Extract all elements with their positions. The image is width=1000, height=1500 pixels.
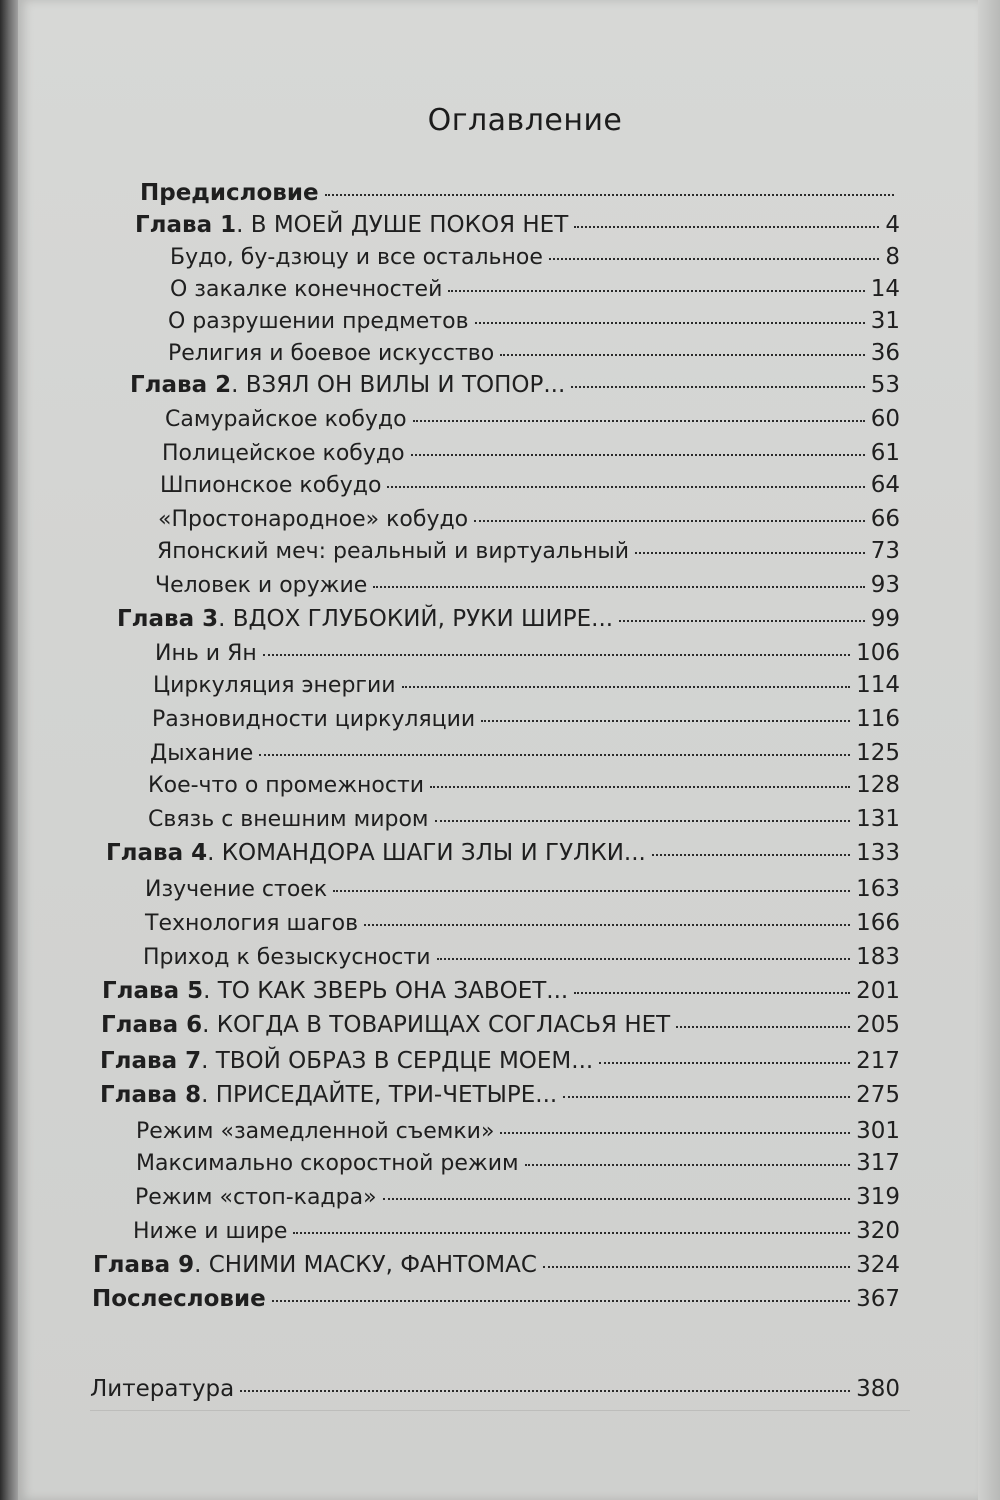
toc-entry-title: О разрушении предметов [168, 309, 469, 334]
dot-leader [599, 1062, 850, 1064]
dot-leader [500, 354, 865, 356]
dot-leader [402, 686, 851, 688]
toc-entry-title: Дыхание [150, 741, 254, 766]
toc-page-number: 324 [856, 1252, 900, 1278]
toc-page-number: 183 [856, 944, 900, 970]
toc-page-number: 217 [856, 1048, 900, 1074]
toc-entry-label [135, 1185, 377, 1210]
toc-entry-number: Глава 9 [93, 1252, 195, 1278]
toc-section-entry [168, 340, 900, 372]
dot-leader [293, 1232, 850, 1234]
toc-page-number: 319 [856, 1184, 900, 1210]
toc-entry-label [150, 741, 253, 766]
dot-leader [525, 1164, 850, 1166]
toc-section-entry [160, 472, 900, 504]
dot-leader [263, 654, 850, 656]
toc-entry-label [93, 1252, 537, 1278]
toc-entry-label [145, 877, 327, 902]
toc-page-number: 99 [870, 606, 900, 632]
dot-leader [549, 258, 880, 260]
toc-page-number: 4 [885, 212, 900, 238]
toc-section-entry [148, 806, 900, 838]
toc-page-number: 66 [870, 506, 900, 532]
toc-entry-title: . СНИМИ МАСКУ, ФАНТОМАС [194, 1252, 537, 1278]
toc-page-number: 275 [856, 1082, 900, 1108]
toc-chapter-entry [93, 1252, 900, 1284]
toc-entry-number: Предисловие [140, 180, 319, 206]
dot-leader [411, 454, 865, 456]
toc-page-number: 128 [856, 772, 900, 798]
toc-page-number: 205 [856, 1012, 900, 1038]
toc-chapter-entry [106, 840, 900, 872]
toc-entry-number: Глава 8 [100, 1082, 202, 1108]
toc-entry-label [92, 1286, 266, 1312]
toc-entry-label [170, 277, 442, 302]
dot-leader [259, 754, 850, 756]
toc-page-number: 131 [856, 806, 900, 832]
toc-entry-title: Режим «замедленной съемки» [136, 1119, 495, 1144]
toc-section-entry [152, 706, 900, 738]
toc-section-entry [133, 1218, 900, 1250]
toc-entry-title: Ниже и шире [133, 1219, 288, 1244]
dot-leader [373, 586, 864, 588]
dot-leader [571, 386, 864, 388]
toc-entry-label [168, 341, 494, 366]
toc-section-entry [148, 772, 900, 804]
toc-page-number: 301 [856, 1118, 900, 1144]
toc-page-number: 36 [870, 340, 900, 366]
toc-page-number: 116 [856, 706, 900, 732]
toc-page-number: 60 [870, 406, 900, 432]
toc-chapter-entry [100, 1048, 900, 1080]
dot-leader [437, 958, 851, 960]
toc-entry-title: . ВДОХ ГЛУБОКИЙ, РУКИ ШИРЕ... [218, 606, 614, 632]
toc-entry-label [152, 707, 475, 732]
toc-entry-label [148, 773, 424, 798]
toc-section-entry [155, 640, 900, 672]
toc-entry-label [148, 807, 429, 832]
toc-entry-number: Послесловие [92, 1286, 266, 1312]
toc-entry-label [136, 1151, 519, 1176]
toc-entry-label [155, 641, 257, 666]
toc-entry-title: Литература [90, 1376, 235, 1402]
dot-leader [676, 1026, 850, 1028]
dot-leader [325, 194, 894, 196]
toc-entry-label [160, 473, 381, 498]
toc-entry-title: Инь и Ян [155, 641, 257, 666]
toc-entry-label [101, 1012, 670, 1038]
toc-entry-title: Режим «стоп-кадра» [135, 1185, 377, 1210]
toc-entry-title: . КОМАНДОРА ШАГИ ЗЛЫ И ГУЛКИ... [207, 840, 646, 866]
toc-entry-label [140, 180, 319, 206]
toc-entry-label [106, 840, 646, 866]
dot-leader [481, 720, 850, 722]
toc-entry-title: . ТО КАК ЗВЕРЬ ОНА ЗАВОЕТ... [203, 978, 569, 1004]
toc-chapter-entry [130, 372, 900, 404]
toc-entry-number: Глава 2 [130, 372, 232, 398]
toc-page-number: 106 [856, 640, 900, 666]
toc-chapter-entry [92, 1286, 900, 1318]
toc-section-entry [136, 1150, 900, 1182]
dot-leader [448, 290, 864, 292]
toc-section-entry [153, 672, 900, 704]
toc-page-number: 8 [885, 244, 900, 270]
toc-page-number: 93 [870, 572, 900, 598]
toc-entry-title: Шпионское кобудо [160, 473, 382, 498]
dot-leader [619, 620, 865, 622]
toc-entry-label [165, 407, 407, 432]
toc-entry-title: Японский меч: реальный и виртуальный [157, 539, 629, 564]
toc-chapter-entry [140, 180, 900, 212]
toc-entry-title: Изучение стоек [145, 877, 328, 902]
toc-entry-title: Самурайское кобудо [165, 407, 407, 432]
dot-leader [635, 552, 865, 554]
toc-entry-title: Полицейское кобудо [162, 441, 405, 466]
toc-entry-title: . ВЗЯЛ ОН ВИЛЫ И ТОПОР... [231, 372, 566, 398]
toc-entry-number: Глава 3 [117, 606, 219, 632]
toc-entry-label [133, 1219, 287, 1244]
toc-section-entry [155, 572, 900, 604]
toc-entry-label [158, 507, 468, 532]
dot-leader [475, 322, 865, 324]
dot-leader [413, 420, 865, 422]
toc-entry-label [102, 978, 568, 1004]
toc-entry-label [155, 573, 367, 598]
dot-leader [333, 890, 850, 892]
toc-chapter-entry [100, 1082, 900, 1114]
dot-leader [574, 992, 850, 994]
dot-leader [652, 854, 850, 856]
toc-chapter-entry [117, 606, 900, 638]
toc-entry-title: Будо, бу-дзюцу и все остальное [170, 245, 543, 270]
toc-chapter-entry [90, 1376, 900, 1408]
toc-entry-number: Глава 7 [100, 1048, 202, 1074]
dot-leader [364, 924, 850, 926]
toc-section-entry [145, 876, 900, 908]
toc-entry-title: Максимально скоростной режим [136, 1151, 519, 1176]
toc-chapter-entry [135, 212, 900, 244]
toc-entry-label [136, 1119, 494, 1144]
toc-chapter-entry [102, 978, 900, 1010]
toc-entry-title: . ПРИСЕДАЙТЕ, ТРИ-ЧЕТЫРЕ... [201, 1082, 558, 1108]
toc-section-entry [170, 244, 900, 276]
dot-leader [240, 1390, 850, 1392]
toc-entry-title: . ТВОЙ ОБРАЗ В СЕРДЦЕ МОЕМ... [201, 1048, 594, 1074]
toc-page-number: 133 [856, 840, 900, 866]
toc-entry-label [90, 1376, 234, 1402]
toc-page-number: 64 [870, 472, 900, 498]
toc-section-entry [136, 1118, 900, 1150]
toc-section-entry [165, 406, 900, 438]
toc-page-number: 31 [870, 308, 900, 334]
toc-page-number: 114 [856, 672, 900, 698]
toc-entry-title: . КОГДА В ТОВАРИЩАХ СОГЛАСЬЯ НЕТ [202, 1012, 671, 1038]
toc-entry-label [170, 245, 543, 270]
dot-leader [474, 520, 865, 522]
toc-chapter-entry [101, 1012, 900, 1044]
toc-entry-title: Человек и оружие [155, 573, 368, 598]
toc-entry-label [162, 441, 405, 466]
toc-entry-number: Глава 1 [135, 212, 237, 238]
toc-page-number: 61 [870, 440, 900, 466]
toc-entry-label [145, 911, 358, 936]
toc-entry-label [143, 945, 431, 970]
dot-leader [563, 1096, 850, 1098]
toc-section-entry [145, 910, 900, 942]
toc-page-number: 73 [870, 538, 900, 564]
toc-entry-label [153, 673, 396, 698]
toc-page-number: 367 [856, 1286, 900, 1312]
toc-entry-title: Связь с внешним миром [148, 807, 429, 832]
toc-page-number: 201 [856, 978, 900, 1004]
toc-page-number: 166 [856, 910, 900, 936]
toc-section-entry [150, 740, 900, 772]
dot-leader [500, 1132, 850, 1134]
toc-entry-title: Кое-что о промежности [148, 773, 425, 798]
toc-entry-label [135, 212, 568, 238]
toc-section-entry [170, 276, 900, 308]
dot-leader [387, 486, 864, 488]
toc-entry-title: О закалке конечностей [170, 277, 443, 302]
toc-page-number: 125 [856, 740, 900, 766]
dot-leader [435, 820, 851, 822]
toc-page-number: 163 [856, 876, 900, 902]
toc-entry-label [130, 372, 565, 398]
dot-leader [430, 786, 850, 788]
toc-page-number: 380 [856, 1376, 900, 1402]
toc-entry-title: Приход к безыскусности [143, 945, 431, 970]
toc-page-number: 320 [856, 1218, 900, 1244]
toc-section-entry [168, 308, 900, 340]
toc-section-entry [143, 944, 900, 976]
dot-leader [383, 1198, 851, 1200]
toc-entry-title: Циркуляция энергии [153, 673, 396, 698]
toc-page-number: 317 [856, 1150, 900, 1176]
toc-entry-title: Разновидности циркуляции [152, 707, 476, 732]
toc-page-number: 53 [870, 372, 900, 398]
next-page-edge [978, 0, 1000, 1500]
toc-section-entry [162, 440, 900, 472]
toc-entry-label [117, 606, 613, 632]
toc-page-number: 14 [870, 276, 900, 302]
toc-section-entry [135, 1184, 900, 1216]
toc-entry-number: Глава 6 [101, 1012, 203, 1038]
toc-entry-title: Технология шагов [145, 911, 359, 936]
toc-section-entry [158, 506, 900, 538]
toc-entry-label [100, 1048, 593, 1074]
toc-entry-number: Глава 5 [102, 978, 204, 1004]
dot-leader [272, 1300, 850, 1302]
toc-section-entry [157, 538, 900, 570]
toc-entry-title: . В МОЕЙ ДУШЕ ПОКОЯ НЕТ [236, 212, 569, 238]
toc-entry-title: «Простонародное» кобудо [158, 507, 469, 532]
toc-entry-title: Религия и боевое искусство [168, 341, 495, 366]
dot-leader [543, 1266, 850, 1268]
toc-entry-number: Глава 4 [106, 840, 208, 866]
page-title: Оглавление [427, 103, 623, 138]
toc-entry-label [168, 309, 469, 334]
footer-rule [90, 1410, 910, 1411]
toc-entry-label [157, 539, 629, 564]
toc-entry-label [100, 1082, 557, 1108]
dot-leader [574, 226, 879, 228]
